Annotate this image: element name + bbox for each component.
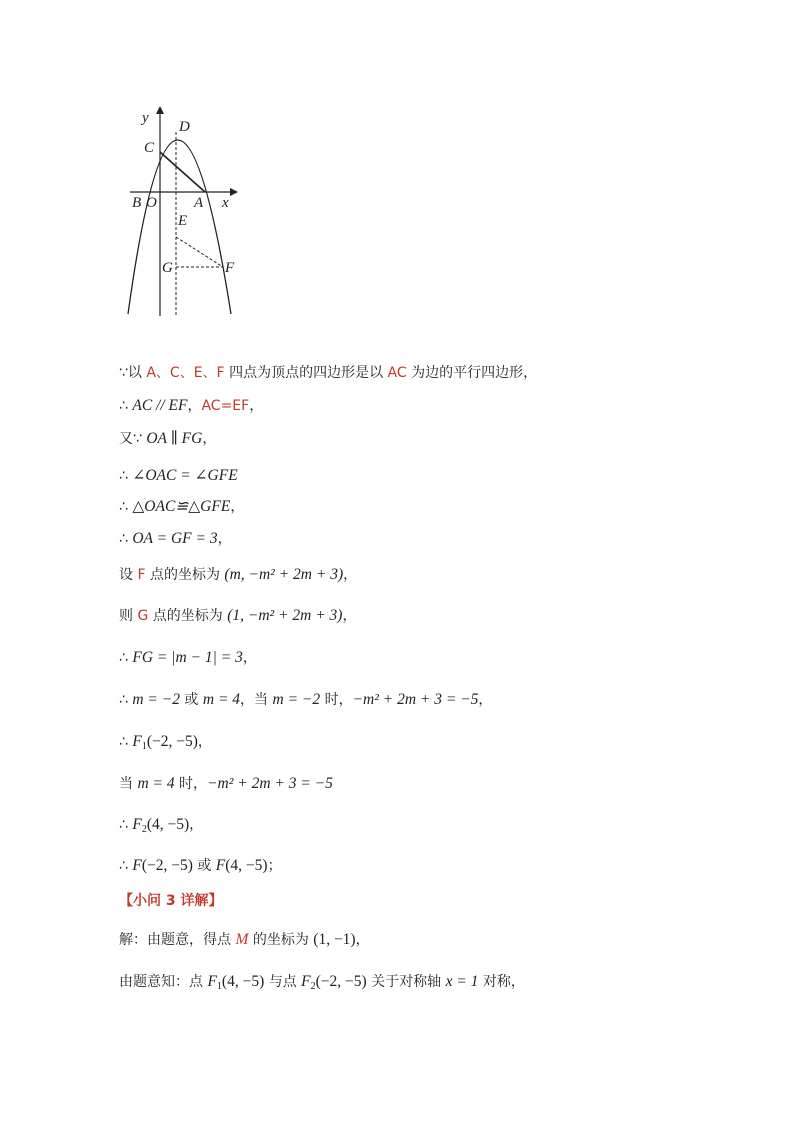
label-e: E [178,213,188,229]
line-oa-parallel-fg: 又∵ OA ∥ FG， [119,430,217,447]
line-oa-equals-gf: ∴ OA = GF = 3， [119,530,232,547]
line-f-coordinate: 设 F 点的坐标为 (m, −m² + 2m + 3)， [119,566,358,583]
line-when-m-4: 当 m = 4 时，−m² + 2m + 3 = −5 [119,775,333,792]
x-axis-arrow [230,188,238,196]
label-x: x [222,195,229,211]
line-congruent-triangles: ∴ △OAC≌△GFE， [119,498,245,515]
label-g: G [162,260,173,276]
label-y: y [142,110,149,126]
line-symmetry: 由题意知：点 $F_1(4$, −5) 与点 $F_2(-2$, −5) 关于对称轴 x = 1 对称， [119,973,525,992]
parabola-diagram [118,100,248,325]
label-f: F [225,260,235,276]
segment-ef [176,237,223,267]
line-angle-equal: ∴ ∠OAC = ∠GFE [119,467,238,484]
section-heading-q3: 【小问 3 详解】 [119,893,223,909]
line-fg-abs: ∴ FG = |m − 1| = 3， [119,649,257,666]
y-axis-arrow [156,106,164,114]
label-c: C [144,140,155,156]
line-m-coordinate: 解：由题意，得点 M 的坐标为 (1, −1)， [119,931,370,948]
label-b: B [132,195,142,211]
points-aecf: A、C、E、F [146,365,225,381]
label-d: D [179,119,190,135]
line-f1: ∴ $F_1(-2$, −5)， [119,733,212,752]
parabola-figure [118,100,248,325]
line-f-answer: ∴ F(−2, −5) 或 F(4, −5)； [119,857,282,874]
line-f2: ∴ $F_2(4$, −5)， [119,816,204,835]
side-ac: AC [387,365,407,381]
segment-ca [160,152,205,192]
line-g-coordinate: 则 G 点的坐标为 (1, −m² + 2m + 3)， [119,607,357,624]
line-ac-parallel-ef: ∴ AC // EF，AC=EF， [119,397,264,414]
line-parallelogram-premise: ∵以 A、C、E、F 四点为顶点的四边形是以 AC 为边的平行四边形， [119,365,538,381]
line-m-solutions: ∴ m = −2 或 m = 4，当 m = −2 时，−m² + 2m + 3 = −5， [119,691,493,708]
label-a: A [194,195,204,211]
label-o: O [146,195,157,211]
